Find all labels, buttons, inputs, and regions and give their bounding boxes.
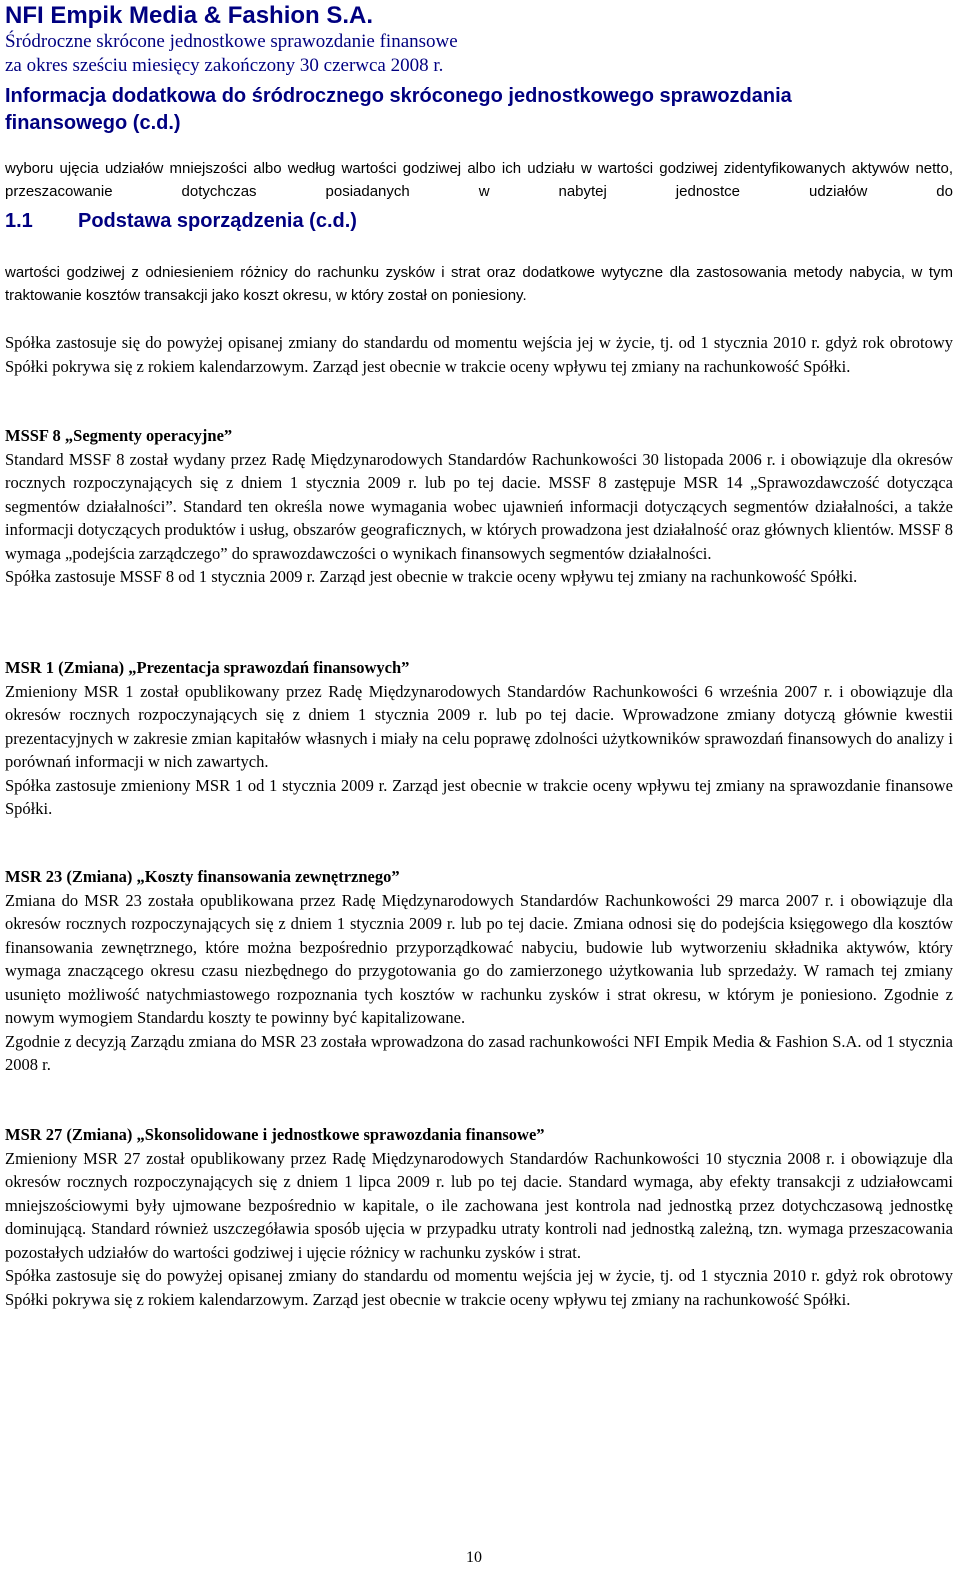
intro-paragraph: wyboru ujęcia udziałów mniejszości albo według wartości godziwej albo ich udziału w wartości godziwej zidentyfikowanych aktywów netto, przeszacowanie dotychczas posiadanych w nabytej jednostce udziałów do [5, 160, 953, 200]
company-name: NFI Empik Media & Fashion S.A. [5, 2, 374, 29]
msr1-application: Spółka zastosuje zmieniony MSR 1 od 1 stycznia 2009 r. Zarząd jest obecnie w trakcie oceny wpływu tej zmiany na sprawozdanie finansowe Spółki. [5, 775, 953, 818]
msr23-text: Zmiana do MSR 23 została opublikowana przez Radę Międzynarodowych Standardów Rachunkowości 29 marca 2007 r. i obowiązuje dla okresów rocznych rozpoczynających się z dniem 1 stycznia 2009 r. lub po tej dacie. Zmiana odnosi się do podejścia księgowego dla kosztów finansowania zewnętrznego, które można bezpośrednio przyporządkować nabyciu, budowie lub wytworzeniu składnika aktywów, który wymaga znaczącego okresu czasu niezbędnego do przygotowania go do zamierzonego użytkowania lub sprzedaży. W ramach tej zmiany usunięto możliwość natychmiastowego rozpoznania tych kosztów w rachunku zysków i strat okresu, w którym je poniesiono. Zgodnie z nowym wymogiem Standardu koszty te powinny być kapitalizowane. [5, 890, 953, 1027]
application-paragraph [5, 331, 953, 378]
msr1-text: Zmieniony MSR 1 został opublikowany przez Radę Międzynarodowych Standardów Rachunkowości 6 września 2007 r. i obowiązuje dla okresów rocznych rozpoczynających się z dniem 1 stycznia 2009 r. lub po tej dacie. Wprowadzone zmiany dotyczą głównie kwestii prezentacyjnych w zakresie zmian kapitałów własnych i miały na celu poprawę zdolności użytkowników sprawozdań finansowych do analizy i porównań informacji w nich zawartych. [5, 681, 953, 771]
msr27-text: Zmieniony MSR 27 został opublikowany przez Radę Międzynarodowych Standardów Rachunkowości 10 stycznia 2008 r. i obowiązuje dla okresów rocznych rozpoczynających się z dniem 1 lipca 2009 r. lub po tej dacie. Standard wymaga, aby efekty transakcji z udziałowcami mniejszościowymi były ujmowane bezpośrednio w kapitale, o ile zachowana jest kontrola nad jednostką przez dotychczasową jednostkę dominującą. Standard również uszczegóławia sposób ujęcia w przypadku utraty kontroli nad jednostką zależną, tzn. wymaga przeszacowania pozostałych udziałów do wartości godziwej i ujęcie różnicy w rachunku zysków i strat. [5, 1148, 953, 1262]
section-number: 1.1 [5, 210, 33, 232]
page-heading: Informacja dodatkowa do śródrocznego skróconego jednostkowego sprawozdania [5, 85, 792, 107]
msr23-application: Zgodnie z decyzją Zarządu zmiana do MSR 23 została wprowadzona do zasad rachunkowości NFI Empik Media & Fashion S.A. od 1 stycznia 2008 r. [5, 1031, 953, 1074]
page-number: 10 [466, 1549, 482, 1566]
mssf8-application: Spółka zastosuje MSSF 8 od 1 stycznia 2009 r. Zarząd jest obecnie w trakcie oceny wpływu tej zmiany na rachunkowość Spółki. [5, 567, 858, 586]
msr1-title: MSR 1 (Zmiana) „Prezentacja sprawozdań finansowych” [5, 658, 410, 677]
application-text: Spółka zastosuje się do powyżej opisanej zmiany do standardu od momentu wejścia jej w życie, tj. od 1 stycznia 2010 r. gdyż rok obrotowy Spółki pokrywa się z rokiem kalendarzowym. Zarząd jest obecnie w trakcie oceny wpływu tej zmiany na rachunkowość Spółki. [5, 333, 953, 376]
msr1-section [5, 656, 953, 821]
mssf8-section [5, 424, 953, 589]
msr27-section [5, 1123, 953, 1311]
section-heading [5, 210, 357, 233]
msr23-section [5, 865, 953, 1077]
section-title: Podstawa sporządzenia (c.d.) [78, 210, 357, 232]
fair-value-paragraph: wartości godziwej z odniesieniem różnicy do rachunku zysków i strat oraz dodatkowe wytyczne dla zastosowania metody nabycia, w tym traktowanie kosztów transakcji jako koszt okresu, w który został on poniesiony. [5, 264, 953, 304]
report-period: za okres sześciu miesięcy zakończony 30 czerwca 2008 r. [5, 55, 444, 76]
mssf8-text: Standard MSSF 8 został wydany przez Radę Międzynarodowych Standardów Rachunkowości 30 listopada 2006 r. i obowiązuje dla okresów rocznych rozpoczynających się z dniem 1 stycznia 2009 r. lub po tej dacie. MSSF 8 zastępuje MSR 14 „Sprawozdawczość dotycząca segmentów działalności”. Standard ten określa nowe wymagania wobec ujawnień informacji dotyczących segmentów działalności, a także informacji dotyczących produktów i usług, obszarów geograficznych, w których prowadzona jest działalność oraz głównych klientów. MSSF 8 wymaga „podejścia zarządczego” do sprawozdawczości o wynikach finansowych segmentów działalności. [5, 449, 953, 563]
msr27-application: Spółka zastosuje się do powyżej opisanej zmiany do standardu od momentu wejścia jej w życie, tj. od 1 stycznia 2010 r. gdyż rok obrotowy Spółki pokrywa się z rokiem kalendarzowym. Zarząd jest obecnie w trakcie oceny wpływu tej zmiany na rachunkowość Spółki. [5, 1266, 953, 1309]
mssf8-title: MSSF 8 „Segmenty operacyjne” [5, 426, 233, 445]
report-subtitle: Śródroczne skrócone jednostkowe sprawozdanie finansowe [5, 31, 458, 52]
msr27-title: MSR 27 (Zmiana) „Skonsolidowane i jednostkowe sprawozdania finansowe” [5, 1125, 545, 1144]
msr23-title: MSR 23 (Zmiana) „Koszty finansowania zewnętrznego” [5, 867, 400, 886]
page-heading-continued: finansowego (c.d.) [5, 112, 181, 134]
